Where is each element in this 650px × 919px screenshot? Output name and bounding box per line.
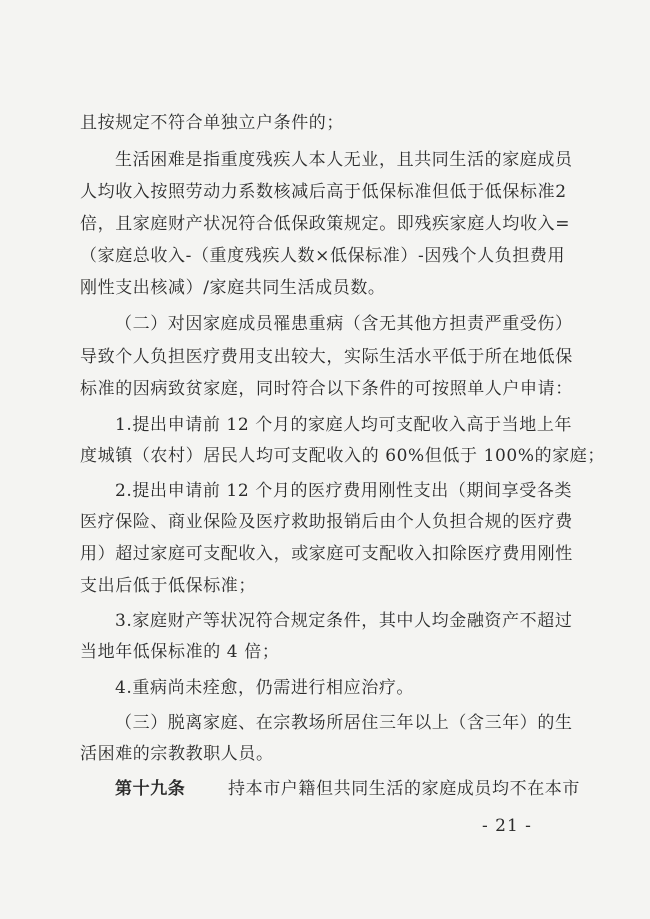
text-line: （二）对因家庭成员罹患重病（含无其他方担责严重受伤） [115, 314, 573, 334]
text-line: 当地年低保标准的 4 倍； [80, 642, 280, 662]
page-number: - 21 - [482, 816, 532, 836]
text-line: 用）超过家庭可支配收入，或家庭可支配收入扣除医疗费用刚性 [80, 544, 573, 564]
text-line: 人均收入按照劳动力系数核减后高于低保标准但低于低保标准2 [80, 182, 567, 202]
text-line: （家庭总收入-（重度残疾人数×低保标准）-因残个人负担费用 [80, 246, 566, 266]
text-line: 且按规定不符合单独立户条件的； [80, 113, 344, 133]
text-line: 1.提出申请前 12 个月的家庭人均可支配收入高于当地上年 [115, 415, 573, 435]
text-line: 持本市户籍但共同生活的家庭成员均不在本市 [228, 779, 580, 799]
article-heading: 第十九条 [115, 779, 186, 799]
text-line: 3.家庭财产等状况符合规定条件，其中人均金融资产不超过 [115, 611, 573, 631]
text-line: 活困难的宗教教职人员。 [80, 744, 274, 764]
text-line: 倍，且家庭财产状况符合低保政策规定。即残疾家庭人均收入= [80, 214, 571, 234]
text-line: 刚性支出核减）/家庭共同生活成员数。 [80, 278, 386, 298]
text-line: 生活困难是指重度残疾人本人无业，且共同生活的家庭成员 [115, 150, 573, 170]
text-line: （三）脱离家庭、在宗教场所居住三年以上（含三年）的生 [115, 713, 573, 733]
text-line: 度城镇（农村）居民人均可支配收入的 60%但低于 100%的家庭； [80, 446, 605, 466]
text-line: 医疗保险、商业保险及医疗救助报销后由个人负担合规的医疗费 [80, 512, 573, 532]
text-line: 2.提出申请前 12 个月的医疗费用刚性支出（期间享受各类 [115, 481, 573, 501]
text-line: 导致个人负担医疗费用支出较大，实际生活水平低于所在地低保 [80, 347, 573, 367]
text-line: 4.重病尚未痊愈，仍需进行相应治疗。 [115, 678, 415, 698]
text-line: 支出后低于低保标准； [80, 576, 256, 596]
text-line: 标准的因病致贫家庭，同时符合以下条件的可按照单人户申请： [80, 379, 573, 399]
